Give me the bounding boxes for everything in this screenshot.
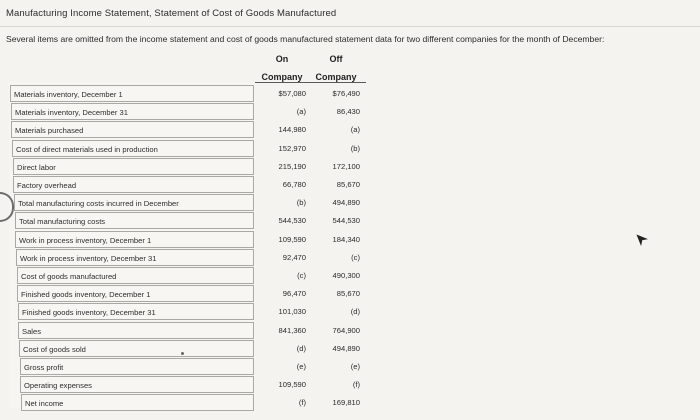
column-header-on-line2: Company (261, 72, 303, 82)
on-company-value: 152,970 (278, 144, 306, 153)
column-header-off-company (310, 50, 362, 86)
off-company-value: (c) (351, 253, 360, 262)
stray-dot (181, 352, 184, 355)
off-company-value: (d) (350, 307, 360, 316)
on-company-value: (f) (298, 398, 306, 407)
off-company-value: (f) (352, 380, 360, 389)
row-label: Sales (18, 322, 254, 339)
off-company-value: (a) (350, 125, 360, 134)
arrow-cursor-icon (636, 234, 648, 246)
off-company-value: 494,890 (332, 344, 360, 353)
off-company-value: 764,900 (332, 326, 360, 335)
row-label: Gross profit (20, 358, 254, 375)
off-company-value: (e) (350, 362, 360, 371)
on-company-value: 66,780 (282, 180, 306, 189)
on-company-value: 109,590 (278, 380, 306, 389)
row-label: Net income (21, 394, 254, 411)
off-company-value: 86,430 (336, 107, 360, 116)
row-label: Total manufacturing costs (15, 212, 254, 229)
on-company-value: 215,190 (278, 162, 306, 171)
on-company-value: (c) (297, 271, 306, 280)
off-company-value: 490,300 (332, 271, 360, 280)
off-company-value: 169,810 (332, 398, 360, 407)
row-label: Materials inventory, December 1 (10, 85, 254, 102)
row-label: Cost of direct materials used in production (12, 140, 254, 157)
row-label: Materials inventory, December 31 (11, 103, 254, 120)
on-company-value: 101,030 (278, 307, 306, 316)
on-company-value: 544,530 (278, 216, 306, 225)
column-header-on-line1: On (275, 54, 289, 64)
on-company-value: (b) (296, 198, 306, 207)
column-header-off-line2: Company (315, 72, 357, 82)
on-company-value: 96,470 (282, 289, 306, 298)
off-company-value: 85,670 (336, 289, 360, 298)
row-label: Cost of goods manufactured (17, 267, 254, 284)
on-company-value: 144,980 (278, 125, 306, 134)
row-label: Materials purchased (11, 121, 254, 138)
row-label: Operating expenses (20, 376, 254, 393)
row-label: Work in process inventory, December 1 (15, 231, 254, 248)
on-company-value: (e) (296, 362, 306, 371)
off-company-value: 494,890 (332, 198, 360, 207)
row-label: Total manufacturing costs incurred in December (14, 194, 254, 211)
off-company-value: 184,340 (332, 235, 360, 244)
page-title: Manufacturing Income Statement, Statement of Cost of Goods Manufactured (6, 8, 337, 19)
instructions-text: Several items are omitted from the income statement and cost of goods manufactured statement data for two different companies for the month of December: (6, 34, 605, 44)
off-company-value: 544,530 (332, 216, 360, 225)
on-company-value: (d) (296, 344, 306, 353)
on-company-value: 841,360 (278, 326, 306, 335)
row-label: Finished goods inventory, December 1 (17, 285, 254, 302)
on-company-value: 109,590 (278, 235, 306, 244)
row-label: Factory overhead (13, 176, 254, 193)
divider (0, 26, 700, 27)
on-company-value: (a) (296, 107, 306, 116)
row-label: Work in process inventory, December 31 (16, 249, 254, 266)
row-label: Direct labor (13, 158, 254, 175)
off-company-value: 85,670 (336, 180, 360, 189)
column-header-on-company (256, 50, 308, 86)
row-label: Cost of goods sold (19, 340, 254, 357)
off-company-value: 172,100 (332, 162, 360, 171)
off-company-value: (b) (350, 144, 360, 153)
column-header-off-line1: Off (329, 54, 343, 64)
row-label: Finished goods inventory, December 31 (18, 303, 254, 320)
on-company-value: $57,080 (278, 89, 306, 98)
off-company-value: $76,490 (332, 89, 360, 98)
on-company-value: 92,470 (282, 253, 306, 262)
